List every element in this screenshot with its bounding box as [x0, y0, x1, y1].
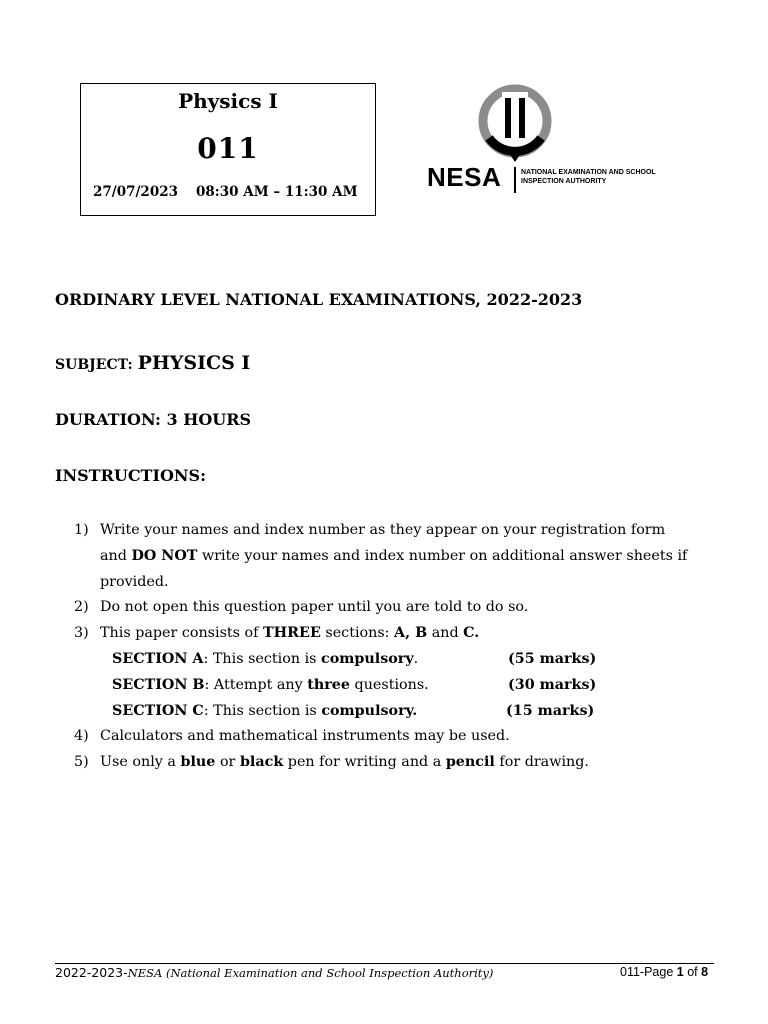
footer-authority [55, 965, 493, 980]
instruction-bold: C. [463, 625, 480, 642]
nesa-pencil-icon [477, 84, 553, 166]
instruction-text: Do not open this question paper until you are told to do so. [100, 599, 529, 616]
exam-datetime [93, 184, 358, 200]
section-text: : This section is [203, 702, 322, 719]
page-current: 1 [676, 965, 684, 979]
logo-divider [514, 167, 516, 193]
section-c-row [74, 699, 694, 725]
paper-title: Physics I [178, 89, 278, 113]
nesa-logo [425, 84, 656, 196]
instruction-bold: pencil [445, 754, 495, 771]
item-number: 4) [74, 728, 89, 745]
instruction-4 [74, 724, 694, 750]
duration: DURATION: 3 HOURS [55, 410, 252, 429]
instruction-text: Calculators and mathematical instruments may be used. [100, 728, 510, 745]
exam-header-box [80, 83, 376, 216]
instructions-title: INSTRUCTIONS: [55, 466, 206, 485]
instruction-2 [74, 595, 694, 621]
section-name: SECTION B [112, 676, 205, 693]
page-prefix: 011-Page [620, 965, 677, 979]
footer-years: 2022-2023- [55, 965, 128, 980]
subject-label: SUBJECT: [55, 357, 133, 373]
item-number: 3) [74, 625, 89, 642]
nesa-wordmark: NESA [427, 162, 502, 192]
section-marks: (15 marks) [506, 702, 595, 719]
instructions-list [74, 518, 694, 776]
section-marks: (55 marks) [508, 650, 597, 667]
page-total: 8 [701, 965, 709, 979]
instruction-bold: black [239, 754, 284, 771]
section-marks: (30 marks) [508, 676, 597, 693]
instruction-text: or [215, 754, 240, 771]
instruction-text: Use only a [100, 754, 181, 771]
section-b-row [74, 673, 694, 699]
section-name: SECTION A [112, 650, 204, 667]
exam-time: 08:30 AM – 11:30 AM [196, 184, 358, 200]
instruction-bold: DO NOT [131, 547, 198, 564]
section-text: : Attempt any [204, 676, 308, 693]
instruction-text: This paper consists of [100, 625, 264, 642]
item-number: 2) [74, 599, 89, 616]
nesa-subtitle: NATIONAL EXAMINATION AND SCHOOL INSPECTION AUTHORITY [521, 169, 656, 185]
section-text: questions. [350, 676, 429, 693]
instruction-text: pen for writing and a [283, 754, 446, 771]
subject-line [55, 352, 250, 374]
page-of: of [683, 965, 702, 979]
instruction-5 [74, 750, 694, 776]
page-number [620, 965, 708, 979]
instruction-text: and [427, 625, 464, 642]
section-name: SECTION C [112, 702, 204, 719]
item-number: 5) [74, 754, 89, 771]
section-bold: three [307, 676, 350, 693]
section-text: : This section is [203, 650, 322, 667]
instruction-text: write your names and index number on additional answer sheets if provided. [100, 547, 688, 590]
instruction-1 [74, 518, 694, 595]
instruction-text: for drawing. [494, 754, 589, 771]
instruction-bold: A, B [394, 625, 428, 642]
footer-divider [55, 963, 714, 964]
paper-code: 011 [197, 132, 259, 165]
item-number: 1) [74, 522, 89, 538]
footer-authority-name: NESA (National Examination and School Inspection Authority) [127, 966, 494, 980]
section-text: . [413, 650, 419, 667]
instruction-bold: THREE [263, 625, 321, 642]
subject-value: PHYSICS I [137, 352, 251, 374]
exam-heading: ORDINARY LEVEL NATIONAL EXAMINATIONS, 2022-2023 [55, 290, 583, 309]
section-a-row [74, 647, 694, 673]
instruction-bold: blue [180, 754, 216, 771]
instruction-text: sections: [320, 625, 395, 642]
exam-date: 27/07/2023 [93, 184, 179, 200]
instruction-3 [74, 621, 694, 647]
section-bold: compulsory. [321, 702, 418, 719]
instruction-text: Write your names and index number as they appear on your registration form and [100, 522, 666, 564]
section-bold: compulsory [321, 650, 414, 667]
